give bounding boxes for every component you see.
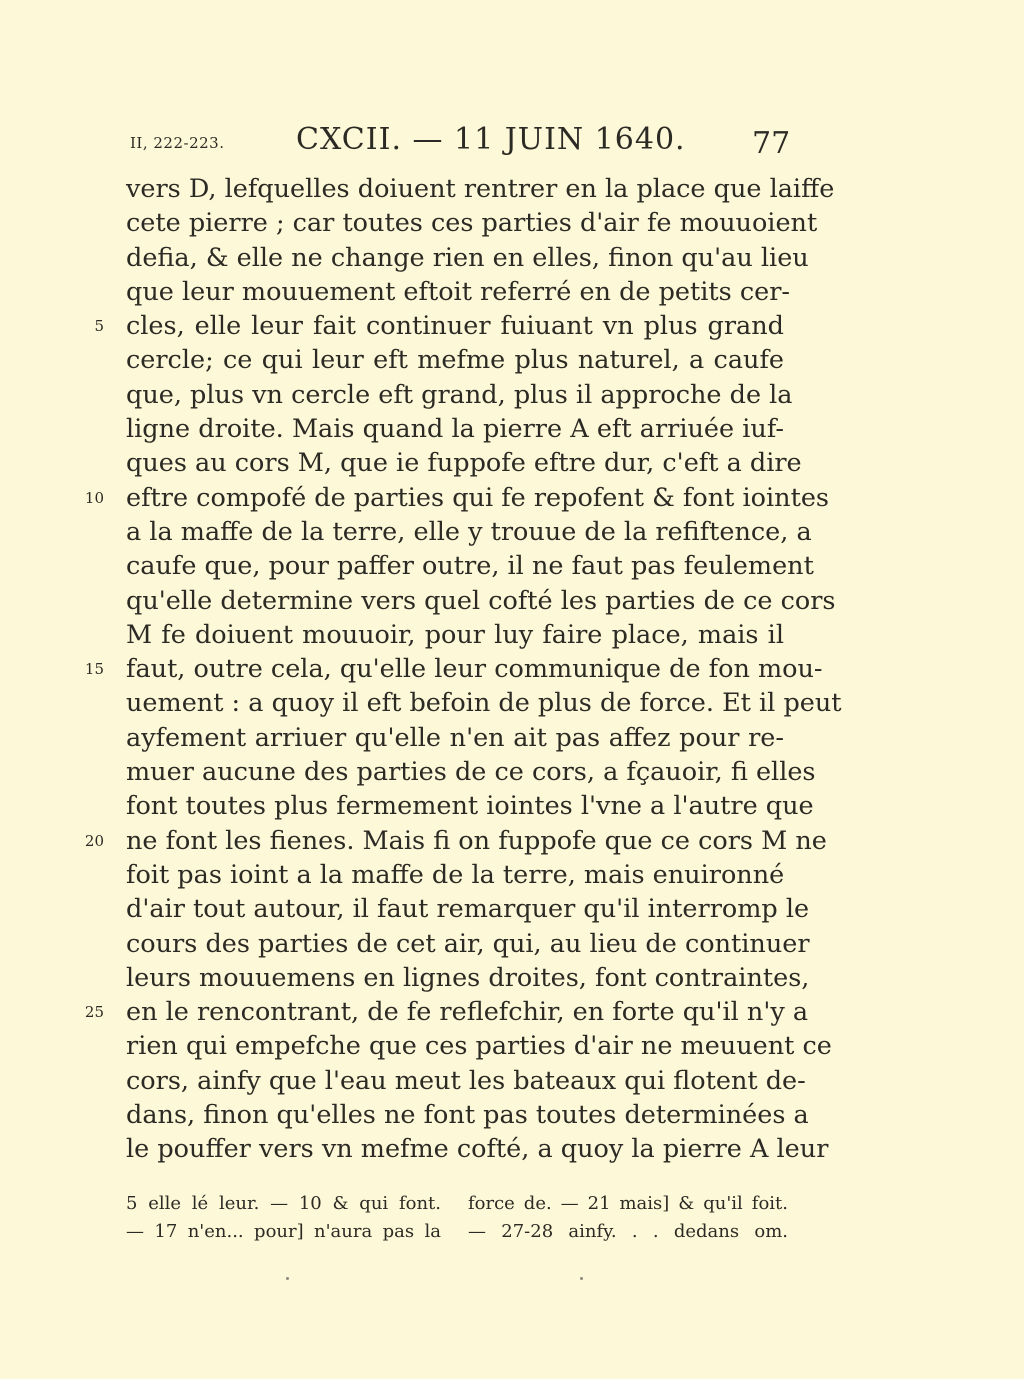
page-header: [0, 122, 1024, 172]
line-text: ne font les fienes. Mais fi on fuppofe que ce cors M ne: [126, 825, 827, 856]
line-text: rien qui empefche que ces parties d'air ne meuuent ce: [126, 1031, 832, 1062]
text-line: [126, 892, 810, 926]
text-line: [126, 1064, 806, 1098]
line-text: cercle; ce qui leur eft mefme plus naturel, a caufe: [126, 345, 784, 376]
footnotes-column-2: [468, 1190, 788, 1246]
line-number: 15: [84, 660, 104, 679]
text-line: [126, 275, 791, 309]
text-line: [126, 584, 836, 618]
text-line: [126, 858, 784, 892]
line-number: 10: [84, 488, 104, 507]
line-text: d'air tout autour, il faut remarquer qu'il interromp le: [126, 894, 810, 925]
line-text: a la maffe de la terre, elle y trouue de la refiftence, a: [126, 516, 812, 547]
text-line: [126, 515, 812, 549]
line-text: cete pierre ; car toutes ces parties d'air fe mouuoient: [126, 208, 818, 239]
text-line: [126, 755, 816, 789]
footnote-line: — 27-28 ainfy. . . dedans om.: [468, 1221, 788, 1242]
line-text: leurs mouuemens en lignes droites, font contraintes,: [126, 962, 810, 993]
line-text: ayfement arriuer qu'elle n'en ait pas affez pour re-: [126, 722, 784, 753]
text-line: [126, 927, 810, 961]
line-text: cles, elle leur fait continuer fuiuant vn plus grand: [126, 311, 784, 342]
line-text: faut, outre cela, qu'elle leur communique de fon mou-: [126, 654, 823, 685]
speck-mark: [580, 1277, 583, 1280]
volume-reference: II, 222-223.: [130, 134, 225, 152]
line-text: muer aucune des parties de ce cors, a fçauoir, fi elles: [126, 757, 816, 788]
footnotes-column-1: [126, 1190, 441, 1246]
line-text: dans, finon qu'elles ne font pas toutes determinées a: [126, 1100, 809, 1131]
text-line: [126, 206, 818, 240]
line-text: que leur mouuement eftoit referré en de petits cer-: [126, 276, 791, 307]
footnote-line: 5 elle lé leur. — 10 & qui font.: [126, 1193, 441, 1214]
page-number: 77: [752, 126, 791, 161]
text-line: [126, 172, 835, 206]
text-line: [126, 961, 810, 995]
line-number: 25: [84, 1003, 104, 1022]
line-text: cors, ainfy que l'eau meut les bateaux qui flotent de-: [126, 1065, 806, 1096]
text-line: [126, 1098, 809, 1132]
line-text: ques au cors M, que ie fuppofe eftre dur, c'eft a dire: [126, 448, 802, 479]
line-text: M fe doiuent mouuoir, pour luy faire place, mais il: [126, 619, 784, 650]
text-line: [126, 378, 793, 412]
line-text: foit pas ioint a la maffe de la terre, mais enuironné: [126, 859, 785, 890]
letter-title: CXCII. — 11 JUIN 1640.: [296, 122, 686, 157]
line-text: defia, & elle ne change rien en elles, finon qu'au lieu: [126, 242, 809, 273]
line-text: vers D, lefquelles doiuent rentrer en la place que laiffe: [126, 174, 835, 204]
line-text: uement : a quoy il eft befoin de plus de force. Et il peut: [126, 688, 842, 719]
text-line: [126, 343, 784, 377]
text-line: [126, 1029, 832, 1063]
body-text: [84, 172, 842, 1167]
text-line: [84, 652, 823, 686]
text-line: [126, 721, 784, 755]
line-text: font toutes plus fermement iointes l'vne a l'autre que: [126, 791, 814, 822]
text-line: [126, 412, 784, 446]
text-line: [126, 446, 802, 480]
line-number: 20: [84, 831, 104, 850]
text-line: [94, 309, 784, 343]
speck-mark: [286, 1277, 289, 1280]
line-text: ligne droite. Mais quand la pierre A eft arriuée iuf-: [126, 414, 784, 445]
line-text: que, plus vn cercle eft grand, plus il approche de la: [126, 379, 793, 410]
text-line: [126, 789, 814, 823]
footnote-line: — 17 n'en... pour] n'aura pas la: [126, 1221, 441, 1242]
line-text: cours des parties de cet air, qui, au lieu de continuer: [126, 928, 810, 959]
text-line: [126, 549, 814, 583]
text-line: [126, 1132, 829, 1166]
text-line: [84, 995, 809, 1029]
line-text: le pouffer vers vn mefme cofté, a quoy la pierre A leur: [126, 1134, 829, 1165]
text-line: [84, 824, 827, 858]
footnote-line: force de. — 21 mais] & qu'il foit.: [468, 1193, 788, 1214]
text-line: [126, 686, 842, 720]
line-text: en le rencontrant, de fe reflefchir, en forte qu'il n'y a: [126, 997, 809, 1028]
line-text: eftre compofé de parties qui fe repofent & font iointes: [126, 482, 829, 513]
line-text: caufe que, pour paffer outre, il ne faut pas feulement: [126, 551, 814, 582]
text-line: [126, 618, 784, 652]
line-number: 5: [94, 317, 104, 336]
line-text: qu'elle determine vers quel cofté les parties de ce cors: [126, 585, 836, 616]
text-line: [126, 241, 809, 275]
text-line: [84, 481, 829, 515]
